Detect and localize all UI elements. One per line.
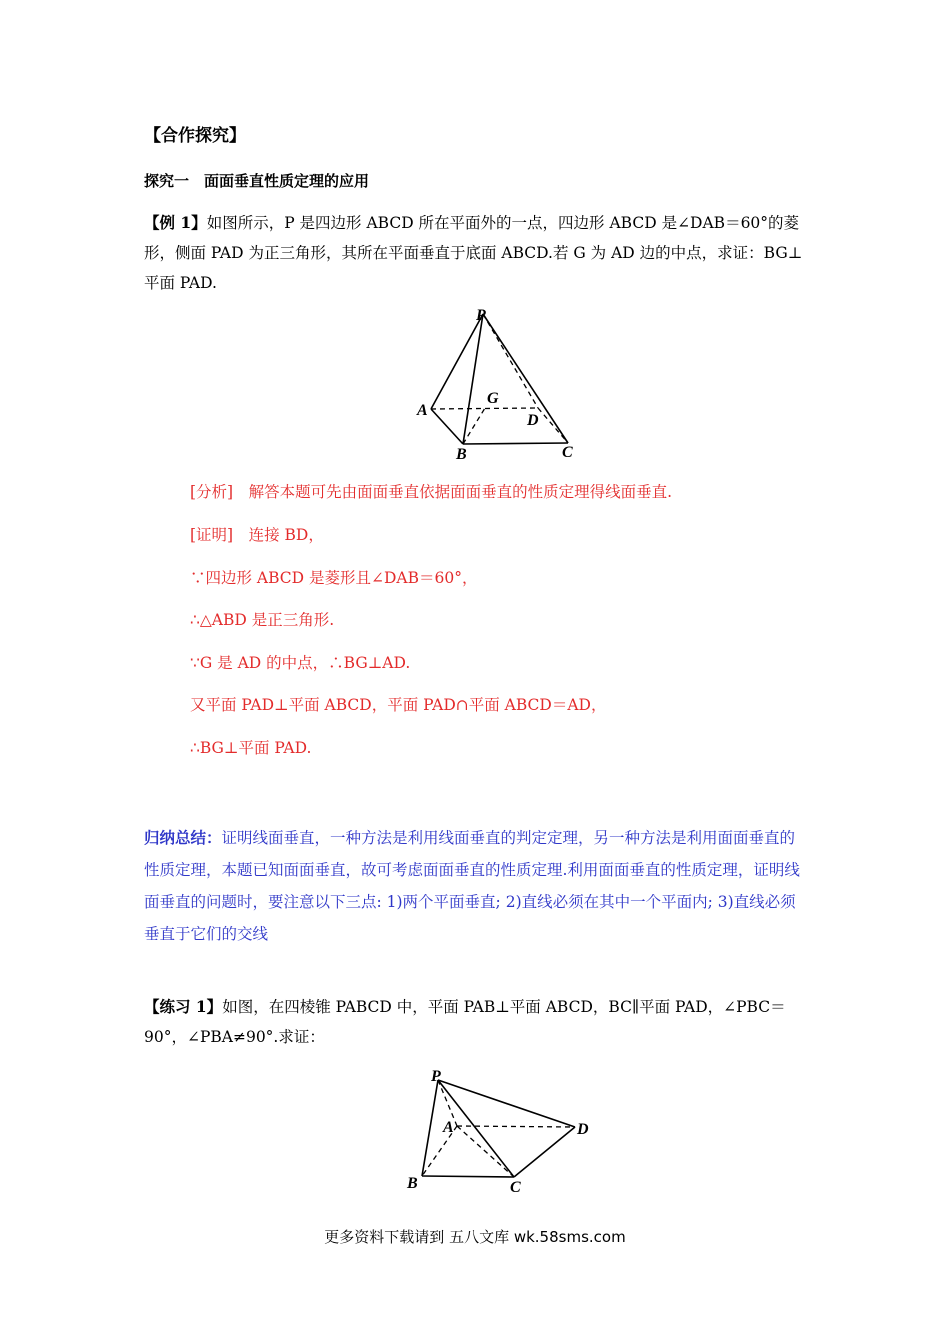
summary-text: 证明线面垂直，一种方法是利用线面垂直的判定定理，另一种方法是利用面面垂直的性质定理，本题已知面面垂直，故可考虑面面垂直的性质定理.利用面面垂直的性质定理，证明线面垂直的问题时，要注意以下三点: 1)两个平面垂直; 2)直线必须在其中一个平面内; 3)直线必须垂直于它们的交线 [144,829,800,943]
example-text: 如图所示，P 是四边形 ABCD 所在平面外的一点，四边形 ABCD 是∠DAB＝60°的菱形，侧面 PAD 为正三角形，其所在平面垂直于底面 ABCD.若 G 为 AD 边的中点，求证：BG⊥平面 PAD. [144,214,803,292]
label-B: B [407,1175,418,1192]
label-B: B [456,446,467,463]
label-C: C [562,444,573,461]
exercise-tag: 【练习 1】 [144,997,223,1016]
solution-line: ∴BG⊥平面 PAD. [190,739,312,757]
solution-line: [分析] 解答本题可先由面面垂直依据面面垂直的性质定理得线面垂直. [190,483,673,501]
solution-line: [证明] 连接 BD， [190,526,324,544]
footer: 更多资料下载请到 五八文库 wk.58sms.com [324,1228,626,1246]
solution-line: ∵G 是 AD 的中点，∴BG⊥AD. [190,654,411,672]
edge-AD [431,408,538,409]
label-P: P [431,1068,441,1085]
pyramid-figure-1 [405,300,605,465]
example-1 [144,208,810,298]
edge-AC [457,1126,514,1177]
solution-line: 又平面 PAD⊥平面 ABCD，平面 PAD∩平面 ABCD＝AD， [190,696,607,714]
label-P: P [476,307,486,324]
section-title: 【合作探究】 [144,126,246,146]
label-A: A [443,1119,454,1136]
edge-AB [431,409,463,444]
edge-PB [422,1080,438,1176]
edge-DC [538,408,568,443]
pyramid-figure-2 [400,1062,600,1197]
label-G: G [487,390,499,407]
solution-line: ∴△ABD 是正三角形. [190,611,335,629]
label-D: D [527,412,539,429]
exercise-text: 如图，在四棱锥 PABCD 中，平面 PAB⊥平面 ABCD，BC∥平面 PAD，∠PBC＝90°，∠PBA≠90°.求证： [144,998,786,1046]
edge-BC [463,443,568,444]
edge-PD [438,1080,575,1127]
exercise-1 [144,992,810,1052]
subsection-title: 探究一 面面垂直性质定理的应用 [144,172,370,190]
label-C: C [510,1179,521,1196]
label-D: D [577,1121,589,1138]
example-tag: 【例 1】 [144,213,207,232]
edge-BC [422,1176,514,1177]
summary [144,822,810,950]
edge-PC [483,314,568,443]
summary-label: 归纳总结： [144,828,222,847]
edge-CD [514,1127,575,1177]
label-A: A [417,402,428,419]
solution-line: ∵四边形 ABCD 是菱形且∠DAB＝60°， [190,569,478,587]
